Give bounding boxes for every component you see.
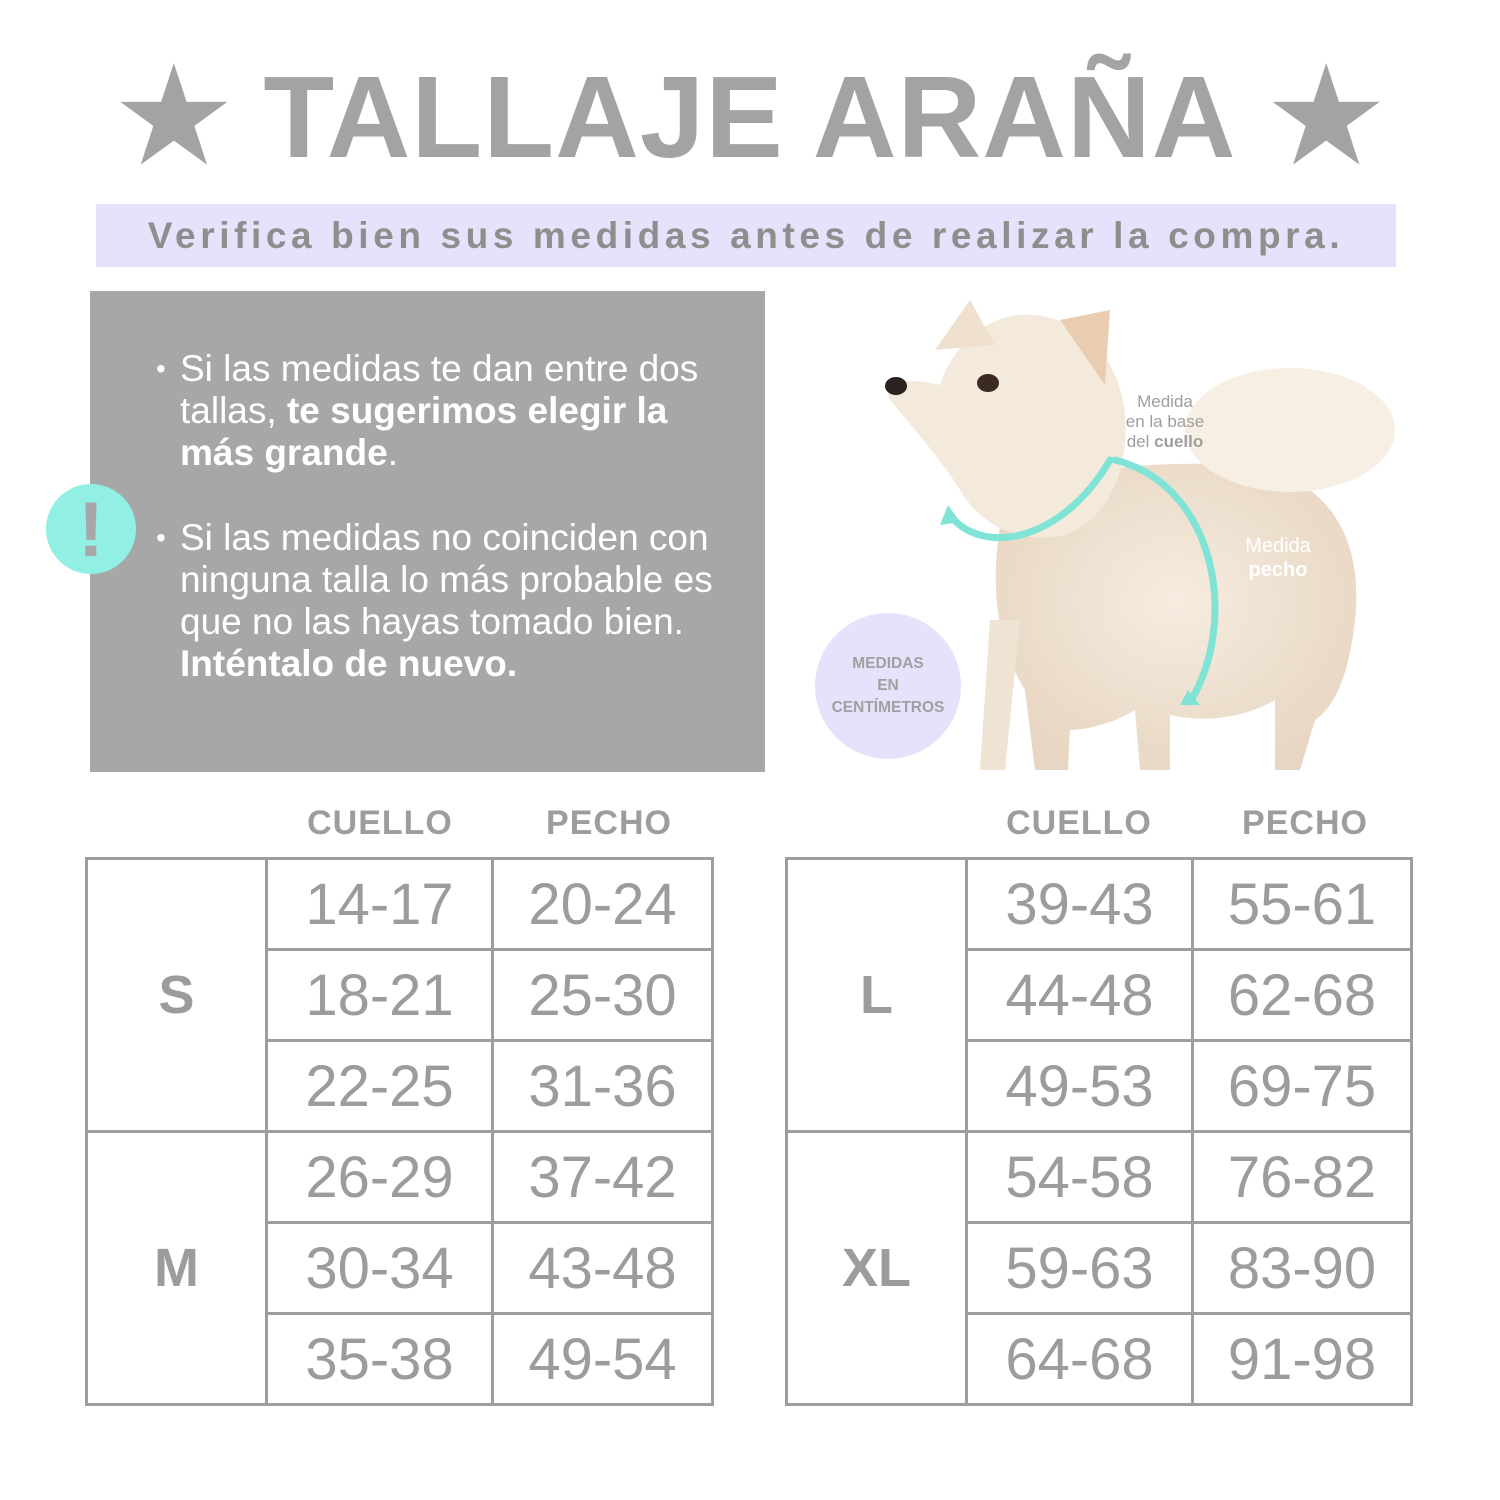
neck-range-cell: 54-58 (967, 1132, 1193, 1223)
chest-range-cell: 55-61 (1193, 859, 1412, 950)
bullet-dot: • (156, 353, 166, 384)
right-col-header-chest: PECHO (1242, 804, 1368, 842)
chest-label-line1: Medida (1245, 535, 1311, 557)
size-label: S (87, 859, 267, 1132)
neck-range-cell: 22-25 (267, 1041, 493, 1132)
chest-range-cell: 69-75 (1193, 1041, 1412, 1132)
advice-1-bold: te sugerimos elegir la más grande (180, 390, 668, 473)
chest-label-bold: pecho (1248, 559, 1308, 581)
table-row (787, 859, 1412, 950)
advice-bullet-1 (156, 348, 745, 474)
advice-1-end: . (387, 432, 398, 473)
page-title (0, 48, 1500, 186)
chest-range-cell: 37-42 (493, 1132, 713, 1223)
size-table-left (85, 857, 714, 1406)
size-table-right (785, 857, 1413, 1406)
table-row (87, 1132, 713, 1223)
size-label: XL (787, 1132, 967, 1405)
neck-range-cell: 18-21 (267, 950, 493, 1041)
right-col-header-neck: CUELLO (1006, 804, 1152, 842)
dog-eye (977, 374, 999, 392)
units-line1: MEDIDAS (852, 655, 924, 672)
neck-range-cell: 35-38 (267, 1314, 493, 1405)
units-line3: CENTÍMETROS (831, 699, 945, 716)
neck-range-cell: 44-48 (967, 950, 1193, 1041)
neck-label-bold: cuello (1154, 432, 1204, 451)
size-label: M (87, 1132, 267, 1405)
table-row (787, 1132, 1412, 1223)
neck-range-cell: 30-34 (267, 1223, 493, 1314)
subtitle-banner: Verifica bien sus medidas antes de realizar la compra. (96, 204, 1396, 267)
chest-range-cell: 49-54 (493, 1314, 713, 1405)
chest-range-cell: 20-24 (493, 859, 713, 950)
neck-range-cell: 26-29 (267, 1132, 493, 1223)
chest-range-cell: 25-30 (493, 950, 713, 1041)
bullet-dot: • (156, 522, 166, 553)
table-row (87, 859, 713, 950)
dog-nose (885, 377, 907, 395)
neck-measure-label (1110, 392, 1220, 452)
neck-label-line2: en la base (1125, 412, 1205, 431)
advice-bullet-2 (156, 517, 745, 685)
chest-range-cell: 83-90 (1193, 1223, 1412, 1314)
neck-range-cell: 49-53 (967, 1041, 1193, 1132)
title-text: TALLAJE ARAÑA (263, 52, 1237, 182)
advice-2-text: Si las medidas no coinciden con ninguna talla lo más probable es que no las hayas tomado bien. (180, 517, 713, 642)
advice-2-bold: Inténtalo de nuevo. (180, 643, 518, 684)
neck-label-del: del (1126, 432, 1150, 451)
chest-range-cell: 91-98 (1193, 1314, 1412, 1405)
size-label: L (787, 859, 967, 1132)
dog-ear-left (935, 300, 995, 350)
neck-range-cell: 59-63 (967, 1223, 1193, 1314)
chest-range-cell: 76-82 (1193, 1132, 1412, 1223)
chest-measure-label (1228, 534, 1328, 582)
units-line2: EN (877, 677, 899, 694)
units-badge (815, 613, 961, 759)
advice-1-text: Si las medidas te dan entre dos tallas, (180, 348, 699, 431)
exclamation-glyph: ! (78, 485, 104, 573)
advice-box (90, 291, 765, 772)
neck-range-cell: 64-68 (967, 1314, 1193, 1405)
star-icon-right: ★ (1270, 48, 1382, 186)
neck-range-cell: 39-43 (967, 859, 1193, 950)
neck-label-line1: Medida (1137, 392, 1193, 411)
neck-range-cell: 14-17 (267, 859, 493, 950)
chest-range-cell: 43-48 (493, 1223, 713, 1314)
exclamation-icon (46, 484, 136, 574)
dog-front-leg (980, 620, 1020, 770)
neck-arrow-icon (940, 505, 960, 525)
chest-range-cell: 62-68 (1193, 950, 1412, 1041)
left-col-header-neck: CUELLO (307, 804, 453, 842)
neck-label-line3 (1110, 432, 1220, 452)
star-icon-left: ★ (118, 48, 230, 186)
chest-range-cell: 31-36 (493, 1041, 713, 1132)
left-col-header-chest: PECHO (546, 804, 672, 842)
